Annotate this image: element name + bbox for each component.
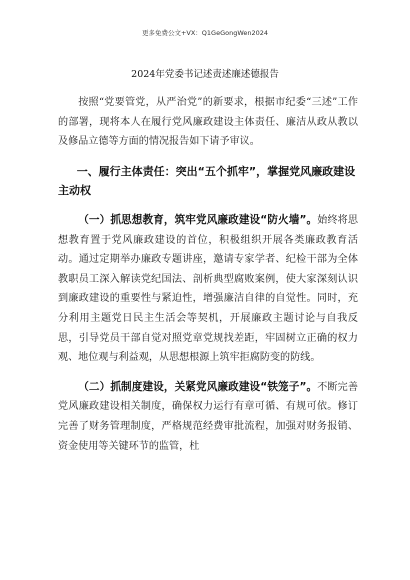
section-1-body: 始终将思想教育置于党风廉政建设的首位，积极组织开展各类廉政教育活动。通过定期举办廉政专题讲座，邀请专家学者、纪检干部为全体教职员工深入解读党纪国法、剖析典型腐败案例，使大家深刻认识到廉政建设的重要性与紧迫性，增强廉洁自律的自觉性。同时，充分利用主题党日民主生活会等契机，开展廉政主题讨论与自我反思，引导党员干部自觉对照党章党规找差距，牢固树立正确的权力观、地位观与利益观，从思想根源上筑牢拒腐防变的防线。	[58, 214, 358, 364]
section-2-body: 不断完善党风廉政建设相关制度，确保权力运行有章可循、有规可依。修订完善了财务管理制度，严格规范经费审批流程，加强对财务报销、资金使用等关键环节的监管，杜	[58, 381, 358, 452]
section-1-paragraph	[58, 211, 358, 368]
document-body	[58, 93, 358, 456]
heading-level-1: 一、履行主体责任：突出“五个抓牢”，掌握党风廉政建设主动权	[58, 164, 356, 198]
document-title: 2024年党委书记述责述廉述德报告	[131, 69, 279, 80]
watermark-text: 更多免费公文+VX：Q1GeGongWen2024	[141, 29, 269, 37]
intro-paragraph: 按照“党要管党，从严治党”的新要求，根据市纪委“三述”工作的部署，现将本人在履行党风廉政建设主体责任、廉洁从政从教以及修品立德等方面的情况报告如下请予审议。	[58, 97, 358, 148]
section-1-title: （一）抓思想教育，筑牢党风廉政建设“防火墙”。	[78, 213, 318, 226]
section-2-paragraph	[58, 378, 358, 456]
section-2-title: （二）抓制度建设，关紧党风廉政建设“铁笼子”。	[78, 380, 318, 393]
